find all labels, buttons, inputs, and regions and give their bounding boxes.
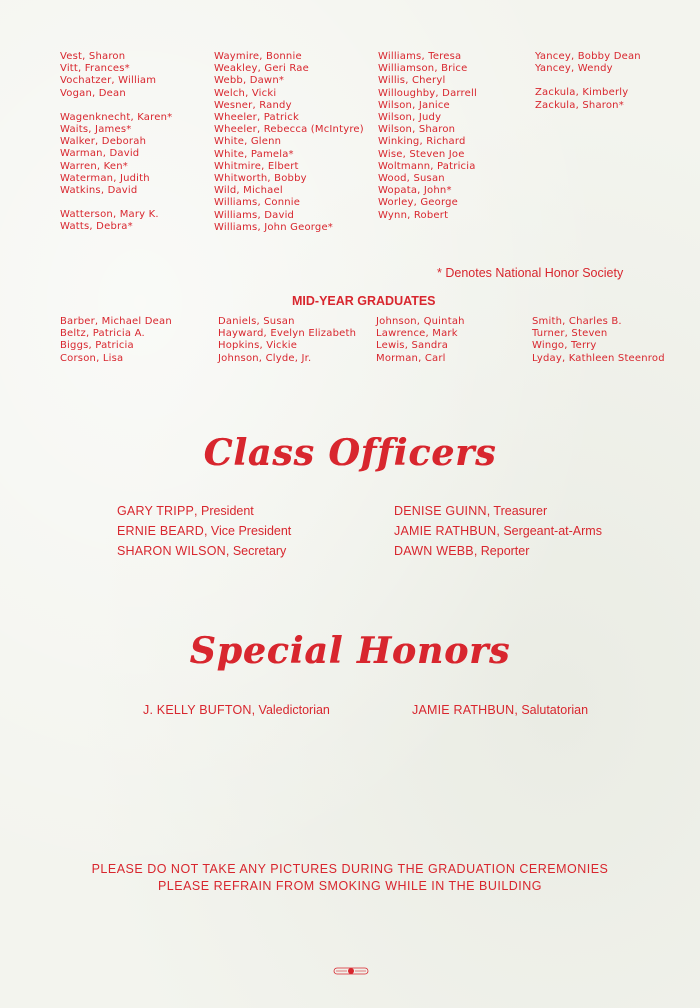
officers-left-list xyxy=(117,501,291,561)
senior-name: Vitt, Frances* xyxy=(60,63,130,75)
printer-logo-icon xyxy=(333,966,369,976)
honor-society-note: * Denotes National Honor Society xyxy=(437,266,624,280)
senior-name: Watterson, Mary K. xyxy=(60,209,159,221)
graduate-name: Smith, Charles B. xyxy=(532,316,622,327)
officer-role: , Secretary xyxy=(225,544,287,558)
senior-column-2 xyxy=(214,51,364,234)
officer-role: , President xyxy=(194,504,254,518)
senior-name: Zackula, Sharon* xyxy=(535,99,624,111)
officer-entry xyxy=(394,501,602,521)
graduate-name: Daniels, Susan xyxy=(218,316,295,327)
column-gap xyxy=(535,75,641,87)
valedictorian-entry xyxy=(143,700,330,720)
officer-role: , Sergeant-at-Arms xyxy=(496,524,602,538)
honoree-role: , Salutatorian xyxy=(514,703,589,717)
graduate-name: Lawrence, Mark xyxy=(376,328,458,340)
graduate-name: Turner, Steven xyxy=(532,328,608,340)
graduate-name: Biggs, Patricia xyxy=(60,340,134,352)
officers-right-list xyxy=(394,501,602,561)
senior-name: Wilson, Sharon xyxy=(378,124,456,136)
senior-name: Vogan, Dean xyxy=(60,87,126,99)
senior-name: Willoughby, Darrell xyxy=(378,87,477,99)
senior-name: Vochatzer, William xyxy=(60,75,157,87)
senior-name: Vest, Sharon xyxy=(60,51,126,62)
senior-name: Wise, Steven Joe xyxy=(378,148,465,160)
senior-name: Watkins, David xyxy=(60,185,138,197)
mid-year-column-2 xyxy=(218,316,356,365)
senior-name: Wesner, Randy xyxy=(214,99,292,111)
graduate-name: Morman, Carl xyxy=(376,352,446,364)
senior-name: Winking, Richard xyxy=(378,136,466,148)
officer-name: GARY TRIPP xyxy=(117,504,195,518)
column-gap xyxy=(60,197,172,209)
officer-entry xyxy=(117,501,291,521)
senior-name: Waits, James* xyxy=(60,124,132,136)
senior-name: Willis, Cheryl xyxy=(378,75,446,87)
graduate-name: Johnson, Quintah xyxy=(376,316,465,327)
graduate-name: Barber, Michael Dean xyxy=(60,316,172,327)
officer-name: DAWN WEBB xyxy=(394,544,474,558)
senior-name: Wheeler, Rebecca (McIntyre) xyxy=(214,124,364,136)
graduate-name: Hopkins, Vickie xyxy=(218,340,298,352)
senior-name: Williams, Connie xyxy=(214,197,301,209)
honoree-name: JAMIE RATHBUN xyxy=(412,703,515,717)
notice-no-smoking: PLEASE REFRAIN FROM SMOKING WHILE IN THE BUILDING xyxy=(157,879,543,893)
senior-name: Watts, Debra* xyxy=(60,221,133,233)
senior-name: Waymire, Bonnie xyxy=(214,51,302,62)
senior-name: Williams, Teresa xyxy=(378,51,462,62)
senior-name: Yancey, Wendy xyxy=(535,63,613,75)
senior-name: Zackula, Kimberly xyxy=(535,87,629,99)
graduate-name: Beltz, Patricia A. xyxy=(60,328,145,340)
salutatorian-entry xyxy=(412,700,588,720)
graduate-name: Johnson, Clyde, Jr. xyxy=(218,352,312,364)
senior-name: Whitworth, Bobby xyxy=(214,173,307,185)
senior-name: Williams, David xyxy=(214,209,295,221)
special-honors-heading: Special Honors xyxy=(189,630,511,672)
officer-entry xyxy=(394,521,602,541)
notice-no-pictures: PLEASE DO NOT TAKE ANY PICTURES DURING THE GRADUATION CEREMONIES xyxy=(91,862,609,876)
officer-entry xyxy=(117,541,291,561)
senior-name: Walker, Deborah xyxy=(60,136,147,148)
honoree-role: , Valedictorian xyxy=(251,703,330,717)
senior-name: Yancey, Bobby Dean xyxy=(535,51,641,62)
senior-name: Warren, Ken* xyxy=(60,160,129,172)
senior-name: Worley, George xyxy=(378,197,458,209)
senior-name: Woltmann, Patricia xyxy=(378,160,476,172)
senior-name: Wopata, John* xyxy=(378,185,452,197)
graduate-name: Lewis, Sandra xyxy=(376,340,449,352)
officer-name: SHARON WILSON xyxy=(117,544,226,558)
senior-column-1 xyxy=(60,51,172,234)
graduate-name: Lyday, Kathleen Steenrod xyxy=(532,352,665,364)
senior-name: White, Glenn xyxy=(214,136,282,148)
senior-name: White, Pamela* xyxy=(214,148,294,160)
officer-entry xyxy=(117,521,291,541)
graduate-name: Hayward, Evelyn Elizabeth xyxy=(218,328,357,340)
officer-entry xyxy=(394,541,602,561)
senior-name: Wynn, Robert xyxy=(378,209,449,221)
mid-year-column-4 xyxy=(532,316,665,365)
honoree-name: J. KELLY BUFTON xyxy=(143,703,252,717)
senior-column-4 xyxy=(535,51,641,112)
mid-year-column-3 xyxy=(376,316,465,365)
officer-role: , Reporter xyxy=(473,544,530,558)
senior-name: Wilson, Judy xyxy=(378,112,442,124)
senior-name: Wheeler, Patrick xyxy=(214,112,299,124)
senior-name: Wild, Michael xyxy=(214,185,283,197)
senior-name: Williams, John George* xyxy=(214,221,333,233)
column-gap xyxy=(60,100,172,112)
senior-name: Williamson, Brice xyxy=(378,63,468,75)
senior-name: Welch, Vicki xyxy=(214,87,277,99)
senior-name: Waterman, Judith xyxy=(60,172,150,184)
senior-name: Whitmire, Elbert xyxy=(214,160,299,172)
senior-name: Warman, David xyxy=(60,148,140,160)
senior-name: Wagenknecht, Karen* xyxy=(60,111,173,123)
senior-name: Wilson, Janice xyxy=(378,99,450,111)
officer-name: DENISE GUINN xyxy=(394,504,487,518)
senior-column-3 xyxy=(378,51,477,222)
mid-year-title: MID-YEAR GRADUATES xyxy=(292,294,436,308)
officer-name: ERNIE BEARD xyxy=(117,524,204,538)
senior-name: Weakley, Geri Rae xyxy=(214,63,309,75)
officer-role: , Vice President xyxy=(203,524,292,538)
graduate-name: Corson, Lisa xyxy=(60,352,124,364)
graduate-name: Wingo, Terry xyxy=(532,340,597,352)
class-officers-heading: Class Officers xyxy=(203,432,497,474)
mid-year-column-1 xyxy=(60,316,172,365)
officer-role: , Treasurer xyxy=(486,504,548,518)
senior-name: Webb, Dawn* xyxy=(214,75,285,87)
officer-name: JAMIE RATHBUN xyxy=(394,524,497,538)
senior-name: Wood, Susan xyxy=(378,173,445,185)
